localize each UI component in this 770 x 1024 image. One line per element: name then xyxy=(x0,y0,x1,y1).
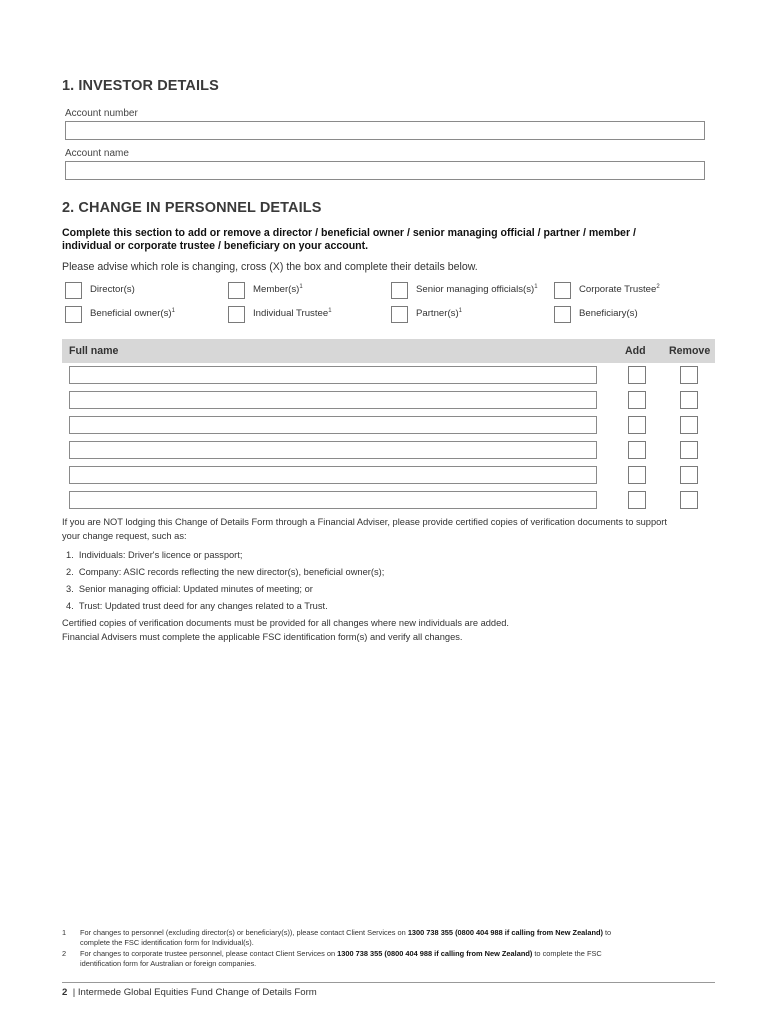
checkbox-partners[interactable] xyxy=(391,306,408,323)
role-label-corporate-trustee: Corporate Trustee$^2$ xyxy=(579,284,660,296)
full-name-field[interactable] xyxy=(69,441,597,459)
checkbox-senior-managing-officials[interactable] xyxy=(391,282,408,299)
footer-divider xyxy=(62,982,715,983)
remove-checkbox[interactable] xyxy=(680,466,698,484)
footer-title: Intermede Global Equities Fund Change of Details Form xyxy=(77,987,317,998)
role-label-members: $Member(s)^1$ xyxy=(253,284,303,296)
role-label-partners: $Partner(s)^1$ xyxy=(416,308,462,320)
footnote-2: For changes to corporate trustee personnel, please contact Client Services on 1300 738 355 (0800 404 988 if calling from New Zealand) to complete the FSC identification form for Australian or foreign companies. xyxy=(80,949,602,968)
closing-line2: Financial Advisers must complete the applicable FSC identification form(s) and verify all changes. xyxy=(62,632,463,642)
section-2-intro-line1: Complete this section to add or remove a director / beneficial owner / senior managing official / partner / member / xyxy=(62,227,636,239)
role-label-beneficiarys: Beneficiary(s) xyxy=(579,308,638,320)
role-label-directors: Director(s) xyxy=(90,284,135,296)
section-2-intro-line2: individual or corporate trustee / beneficiary on your account. xyxy=(62,240,369,252)
account-number-field[interactable] xyxy=(65,121,705,140)
checkbox-beneficiarys[interactable] xyxy=(554,306,571,323)
add-checkbox[interactable] xyxy=(628,491,646,509)
list-item-1: 1. Individuals: Driver's licence or passport; xyxy=(66,550,243,560)
full-name-field[interactable] xyxy=(69,366,597,384)
checkbox-corporate-trustee[interactable] xyxy=(554,282,571,299)
advise-text: Please advise which role is changing, cross (X) the box and complete their details below. xyxy=(62,261,478,273)
full-name-field[interactable] xyxy=(69,391,597,409)
list-item-4: 4. Trust: Updated trust deed for any changes related to a Trust. xyxy=(66,601,328,611)
full-name-field[interactable] xyxy=(69,416,597,434)
col-add: Add xyxy=(625,345,646,357)
full-name-field[interactable] xyxy=(69,466,597,484)
remove-checkbox[interactable] xyxy=(680,391,698,409)
full-name-field[interactable] xyxy=(69,491,597,509)
remove-checkbox[interactable] xyxy=(680,491,698,509)
add-checkbox[interactable] xyxy=(628,441,646,459)
closing-line1: Certified copies of verification documents must be provided for all changes where new individuals are added. xyxy=(62,618,510,628)
col-remove: Remove xyxy=(669,345,711,357)
remove-checkbox[interactable] xyxy=(680,366,698,384)
add-checkbox[interactable] xyxy=(628,366,646,384)
section-2-title: 2. CHANGE IN PERSONNEL DETAILS xyxy=(62,200,322,216)
role-label-beneficial-owners: Beneficial $owner(s)^1$ xyxy=(90,308,175,320)
add-checkbox[interactable] xyxy=(628,416,646,434)
add-checkbox[interactable] xyxy=(628,466,646,484)
checkbox-beneficial-owners[interactable] xyxy=(65,306,82,323)
page-footer: 2 | Intermede Global Equities Fund Change of Details Form xyxy=(62,987,317,998)
col-full-name: Full name xyxy=(69,345,119,357)
remove-checkbox[interactable] xyxy=(680,416,698,434)
account-number-label: Account number xyxy=(65,108,138,119)
account-name-field[interactable] xyxy=(65,161,705,180)
footnote-2-number: 2 xyxy=(62,949,67,958)
checkbox-directors[interactable] xyxy=(65,282,82,299)
add-checkbox[interactable] xyxy=(628,391,646,409)
footnote-1-number: 1 xyxy=(62,928,67,937)
notice-line1: If you are NOT lodging this Change of Details Form through a Financial Adviser, please provide certified copies of verification documents to support xyxy=(62,517,667,527)
section-1-title: 1. INVESTOR DETAILS xyxy=(62,78,219,94)
page-number: 2 xyxy=(62,987,68,998)
list-item-2: 2. Company: ASIC records reflecting the new director(s), beneficial owner(s); xyxy=(66,567,385,577)
checkbox-members[interactable] xyxy=(228,282,245,299)
personnel-table-header xyxy=(62,339,715,363)
list-item-3: 3. Senior managing official: Updated minutes of meeting; or xyxy=(66,584,313,594)
footnote-1: For changes to personnel (excluding director(s) or beneficiary(s)), please contact Client Services on 1300 738 355 (0800 404 988 if calling from New Zealand) to complete the FSC identification form for Individual(s). xyxy=(80,928,612,947)
notice-line2: your change request, such as: xyxy=(62,531,187,541)
role-label-individual-trustee: Individual Trustee$^1$ xyxy=(253,308,332,320)
account-name-label: Account name xyxy=(65,148,129,159)
checkbox-individual-trustee[interactable] xyxy=(228,306,245,323)
remove-checkbox[interactable] xyxy=(680,441,698,459)
role-label-senior-managing-officials: Senior managing $officials(s)^1$ xyxy=(416,284,538,296)
